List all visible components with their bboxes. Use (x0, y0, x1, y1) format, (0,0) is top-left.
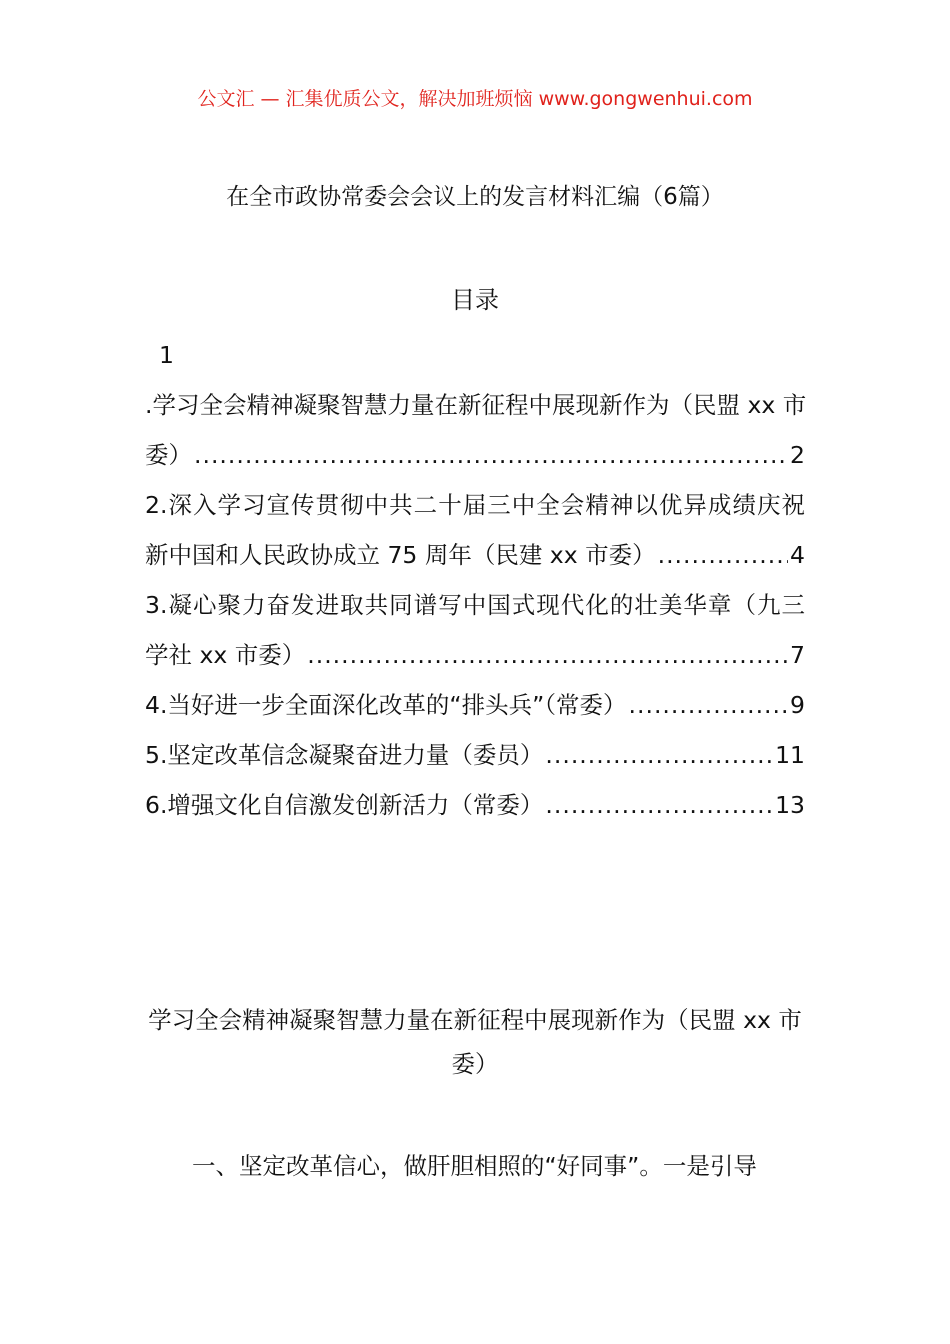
body-paragraph: 一、坚定改革信心，做肝胆相照的“好同事”。一是引导 (192, 1152, 757, 1180)
toc-entry-text: 学社 xx 市委） (145, 641, 306, 669)
toc-entry-text: .学习全会精神凝聚智慧力量在新征程中展现新作为（民盟 xx 市 (145, 391, 807, 419)
toc-entry-line (145, 530, 805, 580)
toc-entry-1[interactable] (145, 380, 805, 480)
section-title (145, 998, 805, 1086)
toc-entry-text: 2.深入学习宣传贯彻中共二十届三中全会精神以优异成绩庆祝 (145, 491, 805, 519)
toc-entry-text: 委） (145, 441, 192, 469)
toc-page-number: 9 (790, 691, 805, 719)
toc-entry-4[interactable] (145, 680, 805, 730)
toc-page-number: 11 (775, 741, 805, 769)
document-title: 在全市政协常委会会议上的发言材料汇编（6篇） (226, 184, 724, 210)
toc-entry-text: 3.凝心聚力奋发进取共同谱写中国式现代化的壮美华章（九三 (145, 591, 805, 619)
toc-page-number: 2 (790, 441, 805, 469)
toc-entry-line (145, 430, 805, 480)
toc-entry-text: 新中国和人民政协成立 75 周年（民建 xx 市委） (145, 541, 656, 569)
section-title-line: 委） (451, 1050, 499, 1078)
toc-entry-line (145, 680, 805, 730)
toc-leader-dots (194, 430, 788, 480)
toc-entry-line (145, 780, 805, 830)
toc-leading-number: 1 (159, 341, 174, 369)
toc-entry-6[interactable] (145, 780, 805, 830)
toc-leader-dots (629, 680, 789, 730)
section-title-line: 学习全会精神凝聚智慧力量在新征程中展现新作为（民盟 xx 市 (148, 1006, 802, 1034)
toc-leader-dots (658, 530, 788, 580)
toc-entry-text: 5.坚定改革信念凝聚奋进力量（委员） (145, 741, 544, 769)
toc-entry-5[interactable] (145, 730, 805, 780)
toc-entry-line (145, 730, 805, 780)
table-of-contents (145, 330, 805, 830)
toc-heading: 目录 (451, 286, 499, 314)
toc-entry-text: 6.增强文化自信激发创新活力（常委） (145, 791, 544, 819)
toc-page-number: 7 (790, 641, 805, 669)
toc-entry-text: 4.当好进一步全面深化改革的“排头兵”（常委） (145, 691, 627, 719)
header-banner: 公文汇 — 汇集优质公文，解决加班烦恼 www.gongwenhui.com (197, 88, 753, 110)
toc-page-number: 13 (775, 791, 805, 819)
toc-page-number: 4 (790, 541, 805, 569)
toc-leader-dots (545, 780, 773, 830)
toc-entry-3[interactable] (145, 580, 805, 680)
toc-leader-dots (545, 730, 773, 780)
toc-entry-line (145, 630, 805, 680)
toc-leader-dots (307, 630, 788, 680)
toc-entry-2[interactable] (145, 480, 805, 580)
